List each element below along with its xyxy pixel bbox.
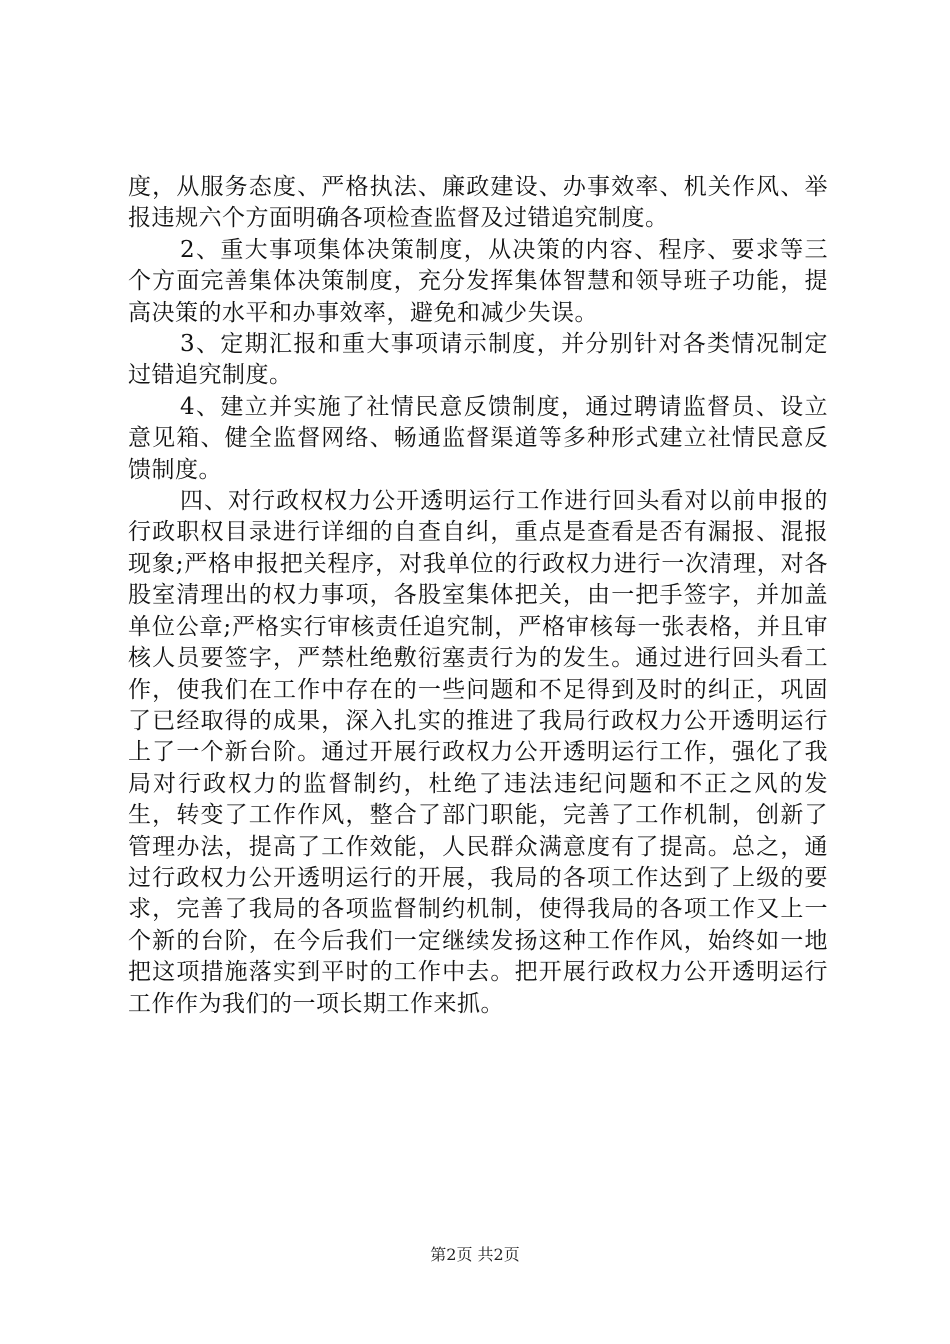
paragraph-item-3: 3、定期汇报和重大事项请示制度，并分别针对各类情况制定过错追究制度。: [128, 331, 828, 389]
paragraph-item-4: 4、建立并实施了社情民意反馈制度，通过聘请监督员、设立意见箱、健全监督网络、畅通监督渠道等多种形式建立社情民意反馈制度。: [128, 393, 828, 483]
paragraph-section-4: 四、对行政权权力公开透明运行工作进行回头看对以前申报的行政职权目录进行详细的自查自纠，重点是查看是否有漏报、混报现象;严格申报把关程序，对我单位的行政权力进行一次清理，对各股室清理出的权力事项，各股室集体把关，由一把手签字，并加盖单位公章;严格实行审核责任追究制，严格审核每一张表格，并且审核人员要签字，严禁杜绝敷衍塞责行为的发生。通过进行回头看工作，使我们在工作中存在的一些问题和不足得到及时的纠正，巩固了已经取得的成果，深入扎实的推进了我局行政权力公开透明运行上了一个新台阶。通过开展行政权力公开透明运行工作，强化了我局对行政权力的监督制约，杜绝了违法违纪问题和不正之风的发生，转变了工作作风，整合了部门职能，完善了工作机制，创新了管理办法，提高了工作效能，人民群众满意度有了提高。总之，通过行政权力公开透明运行的开展，我局的各项工作达到了上级的要求，完善了我局的各项监督制约机制，使得我局的各项工作又上一个新的台阶，在今后我们一定继续发扬这种工作作风，始终如一地把这项措施落实到平时的工作中去。把开展行政权力公开透明运行工作作为我们的一项长期工作来抓。: [128, 488, 828, 1017]
document-body: [128, 172, 828, 1020]
page-number-footer: 第2页 共2页: [430, 1245, 520, 1264]
paragraph-item-2: 2、重大事项集体决策制度，从决策的内容、程序、要求等三个方面完善集体决策制度，充分发挥集体智慧和领导班子功能，提高决策的水平和办事效率，避免和减少失误。: [128, 236, 828, 326]
paragraph-continuation: 度，从服务态度、严格执法、廉政建设、办事效率、机关作风、举报违规六个方面明确各项检查监督及过错追究制度。: [128, 174, 828, 232]
